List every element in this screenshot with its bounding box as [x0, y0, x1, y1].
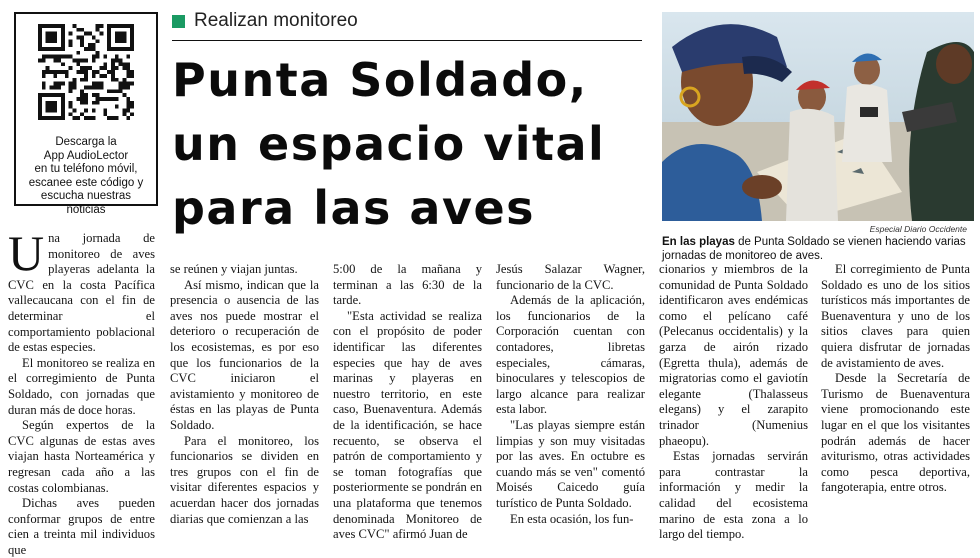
- article-paragraph: Una jornada de monitoreo de aves playeras adelanta la CVC en la costa Pacífica vallecaucana con el fin de determinar el comportamiento poblacional de estas especies.: [8, 225, 155, 355]
- article-paragraph: En esta ocasión, los fun-: [510, 511, 634, 526]
- photo-caption-text: de Punta Soldado se vienen haciendo varias jornadas de monitoreo de aves.: [662, 236, 966, 262]
- headline-line: para las aves: [172, 181, 536, 235]
- qr-caption-line: escucha nuestras noticias: [40, 190, 132, 216]
- article-paragraph: "Esta actividad se realiza con el propósito de poder identificar las diferentes especies que hay de aves marinas y playeras en nuestro territorio, en este caso, Buenaventura. Además de la identificación, se hace recuento, se observa el patrón de comportamiento y se toman fotografías que posteriormente se pondrán en una plataforma que tenemos denominada Monitoreo de aves CVC" afirmó Juan de: [333, 308, 482, 542]
- photo-caption-lead: En las playas: [662, 236, 735, 248]
- photo-credit: Especial Diario Occidente: [869, 224, 967, 234]
- qr-caption-line: App AudioLector: [43, 149, 129, 162]
- article-paragraph: Jesús Salazar Wagner, funcionario de la CVC.: [496, 262, 645, 292]
- qr-caption-line: Descarga la: [55, 136, 117, 148]
- article-paragraph: Según expertos de la CVC algunas de estas aves viajan hasta Norteamérica y regresan cada año a las costas colombianas.: [8, 418, 155, 495]
- article-column-5: [659, 262, 808, 543]
- article-paragraph: Estas jornadas servirán para contrastar la información y medir la calidad del ecosistema marino de esta zona a lo largo del tiempo.: [659, 449, 808, 542]
- headline-line: Punta Soldado,: [172, 53, 588, 107]
- article-paragraph: El monitoreo se realiza en el corregimiento de Punta Soldado, con jornadas que duran más de doce horas.: [8, 355, 155, 417]
- article-paragraph: Dichas aves pueden conformar grupos de entre cien a treinta mil individuos que: [8, 496, 155, 557]
- kicker-text: Realizan monitoreo: [194, 10, 358, 31]
- article-column-4: [496, 262, 645, 527]
- article-paragraph: Desde la Secretaría de Turismo de Buenaventura viene promocionando este lugar en el que los visitantes podrán además de hacer aviturismo, otras actividades como pesca deportiva, fangoterapia, entre otros.: [821, 371, 970, 495]
- article-photo: [662, 12, 974, 221]
- qr-caption-line: escanee este código y: [28, 176, 144, 189]
- article-paragraph: cionarios y miembros de la comunidad de Punta Soldado identificaron aves endémicas como el pelícano café (Pelecanus occidentalis) y la garza de airón rizado (Egretta thula), además de migratorias como el gaviotín elegante (Thalasseus elegans) y el zarapito trinador (Numenius phaeopu).: [659, 262, 808, 448]
- article-column-3: [333, 262, 482, 543]
- birdwatchers-photo: [662, 12, 974, 221]
- section-kicker: [172, 10, 642, 41]
- article-paragraph: se reúnen y viajan juntas.: [170, 262, 298, 276]
- drop-cap: U: [8, 225, 45, 281]
- article-paragraph: Para el monitoreo, los funcionarios se dividen en tres grupos con el fin de visitar diferentes espacios y acuerdan hacer dos jornadas diarias que comienzan a las: [170, 433, 319, 526]
- article-paragraph: El corregimiento de Punta Soldado es uno de los sitios turísticos más importantes de Buenaventura y uno de los sitios claves para quien quiera disfrutar de jornadas de avistamiento de aves.: [821, 262, 970, 370]
- article-paragraph: Así mismo, indican que la presencia o ausencia de las aves nos puede mostrar el deterioro o recuperación de los ecosistemas, es por eso que los funcionarios de la CVC iniciaron el avistamiento y monitoreo de éstas en las playas de Punta Soldado.: [170, 277, 319, 432]
- article-column-1: [8, 225, 155, 558]
- headline: [172, 48, 652, 240]
- article-column-2: [170, 262, 319, 527]
- qr-caption-line: en tu teléfono móvil,: [34, 163, 138, 175]
- article-paragraph: "Las playas siempre están limpias y son muy visitadas por las aves. En octubre es cuando más se ven" comentó Moisés Caicedo guía turístico de Punta Soldado.: [496, 417, 645, 510]
- qr-code-image: [38, 24, 134, 120]
- kicker-square-icon: [172, 15, 185, 28]
- article-paragraph: 5:00 de la mañana y terminan a las 6:30 de la tarde.: [333, 262, 482, 308]
- qr-caption: [20, 136, 152, 217]
- article-column-6: [821, 262, 970, 496]
- headline-line: un espacio vital: [172, 117, 606, 171]
- qr-code-box: [14, 12, 158, 216]
- qr-modules: [38, 24, 134, 120]
- article-paragraph: Además de la aplicación, los funcionarios de la Corporación cuentan con contadores, libretas especiales, cámaras, binoculares y telescopios de largo alcance para realizar esta labor.: [496, 293, 645, 417]
- photo-caption: [662, 236, 974, 263]
